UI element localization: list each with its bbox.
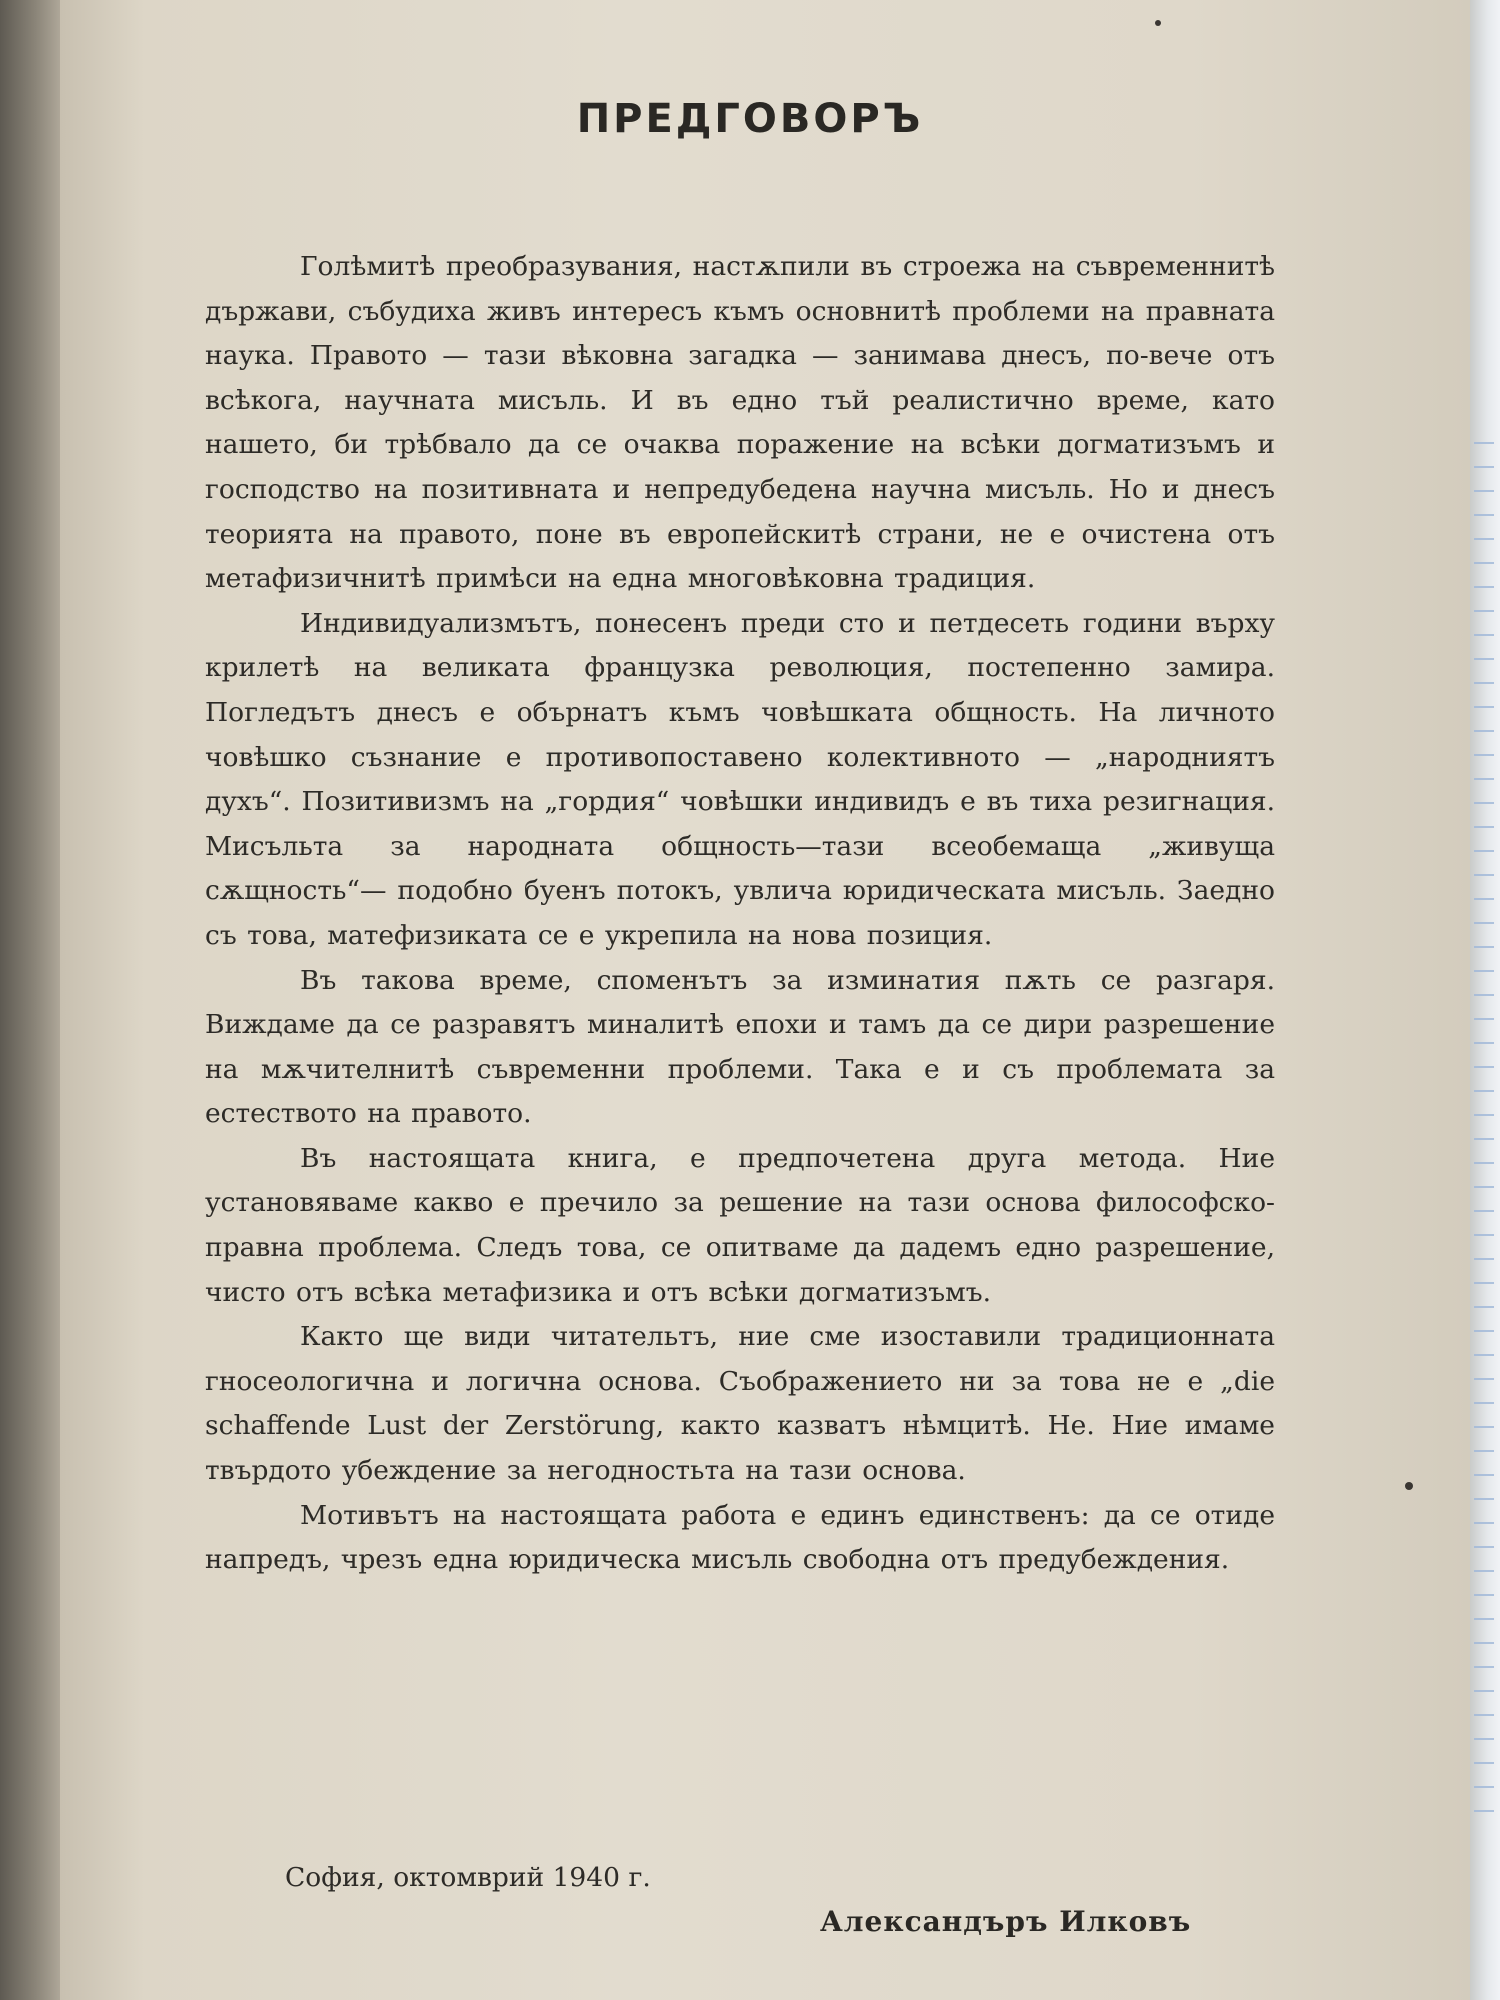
paragraph-4: Въ настоящата книга, е предпочетена друга метода. Ние установяваме какво е пречило за решение на тази основа философско-правна проблема. Следъ това, се опитваме да дадемъ едно разрешение, чисто отъ всѣка метафизика и отъ всѣки догматизъмъ. — [205, 1142, 1275, 1308]
page-right-edge — [1470, 0, 1500, 2000]
paragraph-3: Въ такова време, споменътъ за изминатия пѫть се разгаря. Виждаме да се разравятъ миналитѣ епохи и тамъ да се дири разрешение на мѫчителнитѣ съвременни проблеми. Така е и съ проблемата за естеството на правото. — [205, 964, 1275, 1130]
author-signature: Александъръ Илковъ — [820, 1905, 1192, 1938]
page-title: ПРЕДГОВОРЪ — [576, 96, 924, 142]
paper-speck — [1405, 1482, 1413, 1490]
paper-speck — [1155, 20, 1161, 26]
paragraph-5: Както ще види читательтъ, ние сме изоставили традиционната гносеологична и логична основа. Съображението ни за това не е „die schaffende Lust der Zerstörung, както казватъ нѣмцитѣ. Не. Ние имаме твърдото убеждение за негодностьта на тази основа. — [205, 1321, 1275, 1487]
paragraph-1: Голѣмитѣ преобразувания, настѫпили въ строежа на съвременнитѣ държави, събудиха живъ интересъ къмъ основнитѣ проблеми на правната наука. Правото — тази вѣковна загадка — занимава днесъ, по-вече отъ всѣкога, научната мисъль. И въ едно тъй реалистично време, като нашето, би трѣбвало да се очаква поражение на всѣки догматизъмъ и господство на позитивната и непредубедена научна мисъль. Но и днесъ теорията на правото, поне въ европейскитѣ страни, не е очистена отъ метафизичнитѣ примѣси на една многовѣковна традиция. — [205, 251, 1275, 595]
background-ruled-paper — [1474, 420, 1494, 1820]
paragraph-6: Мотивътъ на настоящата работа е единъ единственъ: да се отиде напредъ, чрезъ една юридическа мисъль свободна отъ предубеждения. — [205, 1499, 1275, 1576]
preface-body — [205, 245, 1275, 1583]
paragraph-2: Индивидуализмътъ, понесенъ преди сто и петдесеть години върху крилетѣ на великата французка революция, постепенно замира. Погледътъ днесъ е обърнатъ къмъ човѣшката общность. На личното човѣшко съзнание е противопоставено колективното — „народниятъ духъ“. Позитивизмъ на „гордия“ човѣшки индивидъ е въ тиха резигнация. Мисъльта за народната общность—тази всеобемаща „живуща сѫщность“— подобно буенъ потокъ, увлича юридическата мисъль. Заедно съ това, матефизиката се е укрепила на нова позиция. — [205, 607, 1275, 951]
place-and-date: София, октомврий 1940 г. — [285, 1862, 651, 1893]
